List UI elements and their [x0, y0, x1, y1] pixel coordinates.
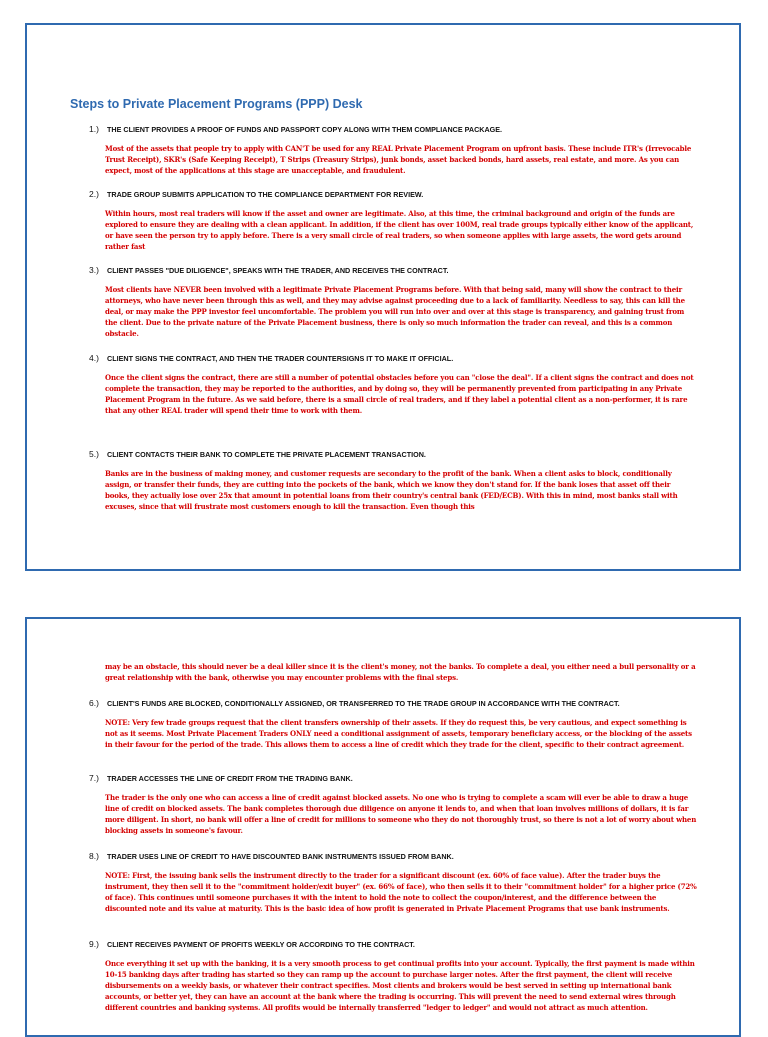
step-number: 9.) [89, 939, 99, 949]
step-body: Once the client signs the contract, there are still a number of potential obstacles before you can "close the deal". If a client signs the contract and does not complete the transaction, they may be reported to the authorities, and by doing so, they will be permanently prevented from participating in any Private Placement Program in the future. As we said before, there is a small circle of real traders, and if they label a potential client as a non-performer, it is rare that any other REAL trader will spend their time to work with them. [105, 373, 694, 415]
step-heading [89, 449, 426, 459]
step-number: 5.) [89, 449, 99, 459]
step-number: 4.) [89, 353, 99, 363]
step-heading [89, 851, 454, 861]
step-heading-text: CLIENT'S FUNDS ARE BLOCKED, CONDITIONALLY ASSIGNED, OR TRANSFERRED TO THE TRADE GROUP IN ACCORDANCE WITH THE CONTRACT. [107, 699, 620, 708]
step-number: 7.) [89, 773, 99, 783]
step-heading [89, 124, 502, 134]
document-page-2 [25, 617, 741, 1037]
step-heading [89, 353, 453, 363]
step-heading-text: THE CLIENT PROVIDES A PROOF OF FUNDS AND PASSPORT COPY ALONG WITH THEM COMPLIANCE PACKAGE. [107, 125, 503, 134]
step-number: 3.) [89, 265, 99, 275]
step-heading-text: TRADER USES LINE OF CREDIT TO HAVE DISCOUNTED BANK INSTRUMENTS ISSUED FROM BANK. [107, 852, 454, 861]
document-title: Steps to Private Placement Programs (PPP) Desk [70, 97, 363, 111]
step-heading-text: CLIENT PASSES "DUE DILIGENCE", SPEAKS WITH THE TRADER, AND RECEIVES THE CONTRACT. [107, 266, 449, 275]
step-number: 8.) [89, 851, 99, 861]
document-page-1 [25, 23, 741, 571]
step-body: Within hours, most real traders will know if the asset and owner are legitimate. Also, at this time, the criminal background and origin of the funds are explored to ensure they are dealing with a clean applicant. In addition, if the client has over 100M, real trade groups typically either know of the applicant, or have seen the person try to apply before. There is a very small circle of real traders, so when someone applies with large assets, the word gets around rather fast [105, 209, 694, 251]
step-body: Most clients have NEVER been involved with a legitimate Private Placement Programs before. With that being said, many will show the contract to their attorneys, who have never been through this as well, and they may advise against proceeding due to a lack of familiarity. Needless to say, this can kill the deal, or may make the PPP investor feel uncomfortable. The problem you will run into over and over at this stage is transparency, and gaining trust from the client. Due to the private nature of the Private Placement business, there is only so much information the trader can reveal, and this is a common obstacle. [105, 285, 685, 338]
step-heading-text: TRADE GROUP SUBMITS APPLICATION TO THE COMPLIANCE DEPARTMENT FOR REVIEW. [107, 190, 424, 199]
step-number: 2.) [89, 189, 99, 199]
step-body: The trader is the only one who can access a line of credit against blocked assets. No one who is trying to complete a scam will ever be able to draw a huge line of credit on blocked assets. The bank completes thorough due diligence on anyone it lends to, and when that loan involves millions of dollars, it is far more diligent. In short, no bank will offer a line of credit for millions to someone who they do not thoroughly trust, so there is not a lot of worry about when blocking assets in someone's favour. [105, 793, 697, 835]
step-heading-text: TRADER ACCESSES THE LINE OF CREDIT FROM THE TRADING BANK. [107, 774, 353, 783]
step-body: Once everything it set up with the banking, it is a very smooth process to get continual profits into your account. Typically, the first payment is made within 10-15 banking days after trading has started so they can ramp up the account to purchase larger notes. After the first payment, the client will receive disbursements on a weekly basis, or whatever their contract specifies. Most clients and brokers would be best served in setting up international bank accounts, or better yet, they can have an account at the bank where the trading is occurring. This will prevent the need to send external wires through different countries and banking systems. All profits would be internally transferred "ledger to ledger" and would not attract as much attention. [105, 959, 695, 1012]
step-heading-text: CLIENT CONTACTS THEIR BANK TO COMPLETE THE PRIVATE PLACEMENT TRANSACTION. [107, 450, 426, 459]
continuation-text: may be an obstacle, this should never be a deal killer since it is the client's money, not the banks. To complete a deal, you either need a bull personality or a great relationship with the bank, otherwise you may encounter problems with the final steps. [105, 662, 696, 682]
step-heading [89, 265, 448, 275]
step-heading-text: CLIENT SIGNS THE CONTRACT, AND THEN THE TRADER COUNTERSIGNS IT TO MAKE IT OFFICIAL. [107, 354, 454, 363]
step-number: 6.) [89, 698, 99, 708]
step-heading [89, 773, 353, 783]
step-body: Most of the assets that people try to apply with CAN'T be used for any REAL Private Placement Program on upfront basis. These include ITR's (Irrevocable Trust Receipt), SKR's (Safe Keeping Receipt), T Strips (Treasury Strips), junk bonds, asset backed bonds, hard assets, real estate, and more. As you can expect, most of the applications at this stage are unacceptable, and fraudulent. [105, 144, 692, 175]
step-body: Banks are in the business of making money, and customer requests are secondary to the profit of the bank. When a client asks to block, conditionally assign, or transfer their funds, they are cutting into the pockets of the bank, which we know they don't stand for. If the bank loses that asset off their books, they actually lose over 25x that amount in potential loans from their country's central bank (FED/ECB). With this in mind, most banks stall with excuses, since that will frustrate most customers enough to kill the transaction. Even though this [105, 469, 678, 511]
step-number: 1.) [89, 124, 99, 134]
step-body: NOTE: Very few trade groups request that the client transfers ownership of their assets. If they do request this, be very cautious, and expect something is not as it seems. Most Private Placement Traders ONLY need a conditional assignment of assets, temporary beneficiary access, or the blocking of the assets in their favour for the period of the trade. This allows them to access a line of credit which they trade for the client, specific to their contract agreement. [105, 718, 692, 749]
step-body: NOTE: First, the issuing bank sells the instrument directly to the trader for a significant discount (ex. 60% of face value). After the trader buys the instrument, they then sell it to the "commitment holder/exit buyer" (ex. 66% of face), who then sells it to their "commitment holder" for a higher price (72% of face). This continues until someone purchases it with the intent to hold the note to collect the coupon/interest, and the difference between the discounted note and its value at maturity. This is the basic idea of how profit is generated in Private Placement Programs that use bank instruments. [105, 871, 697, 913]
step-heading-text: CLIENT RECEIVES PAYMENT OF PROFITS WEEKLY OR ACCORDING TO THE CONTRACT. [107, 940, 415, 949]
step-heading [89, 939, 415, 949]
step-heading [89, 189, 423, 199]
step-heading [89, 698, 620, 708]
